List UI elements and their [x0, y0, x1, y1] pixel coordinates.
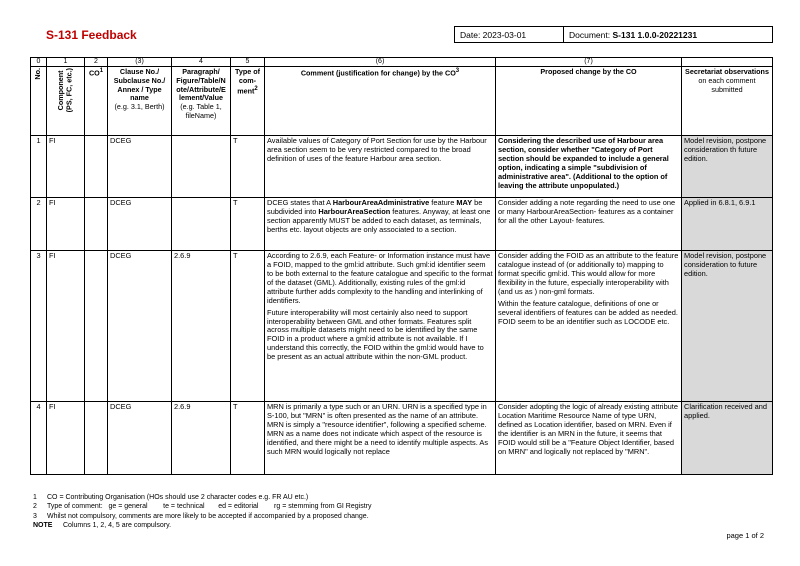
comment-part-bold: MAY	[456, 198, 473, 208]
row-co	[85, 402, 108, 475]
table-row	[31, 251, 773, 402]
row-type: T	[231, 198, 265, 251]
row-number: 3	[31, 251, 47, 402]
document-value: S-131 1.0.0-20221231	[612, 30, 698, 40]
row-co	[85, 198, 108, 251]
col-num: 0	[31, 58, 47, 67]
footnotes	[33, 493, 371, 530]
row-clause: DCEG	[108, 402, 172, 475]
col-num: 2	[85, 58, 108, 67]
header-component-text	[57, 68, 74, 112]
comment-part-bold: HarbourAreaAdministrative	[332, 198, 430, 208]
column-number-row	[31, 58, 773, 67]
row-clause: DCEG	[108, 251, 172, 402]
comment-paragraph: According to 2.6.9, each Feature- or Information instance must have a FOID, mapped to the gml:id attribute. Such gml:id identifier seem to be both external to the feature catalogue and specific to the format of the dataset (GML). Additionally, existing rules of the gml:id attribute further adds complexity to the handling and interlinking of identifiers.	[267, 251, 493, 305]
header-type	[231, 67, 265, 136]
row-clause: DCEG	[108, 136, 172, 198]
col-num: 4	[172, 58, 231, 67]
col-num	[682, 58, 773, 67]
document-label: Document:	[569, 30, 611, 40]
header-paragraph	[172, 67, 231, 136]
proposed-paragraph: Consider adding the FOID as an attribute to the feature catalogue instead of (or additionally to) mapping to format specific gml:id. This would allow for more flexibility in the future, especially interoperability with (and us as ) non-gml formats.	[498, 251, 679, 296]
row-observation: Applied in 6.8.1, 6.9.1	[682, 198, 773, 251]
footnote-number: 2	[33, 503, 37, 511]
comment-part: DCEG states that A	[267, 198, 333, 208]
footnote	[33, 521, 371, 530]
footnote-number: 3	[33, 512, 37, 520]
row-comment	[265, 198, 496, 251]
document-box	[563, 26, 773, 43]
date-box	[454, 26, 564, 43]
footnote-text: CO = Contributing Organisation (HOs should use 2 character codes e.g. FR AU etc.)	[47, 494, 309, 501]
row-observation: Clarification received and applied.	[682, 402, 773, 475]
row-component: FI	[47, 198, 85, 251]
col-num: (7)	[496, 58, 682, 67]
paragraph-example: (e.g. Table 1, fileName)	[180, 101, 222, 120]
row-component: FI	[47, 136, 85, 198]
row-paragraph	[172, 198, 231, 251]
component-label: Component	[55, 70, 65, 111]
row-co	[85, 136, 108, 198]
co-label: CO	[88, 68, 100, 78]
header-secretariat	[682, 67, 773, 136]
co-sup: 1	[99, 68, 104, 75]
col-num: 5	[231, 58, 265, 67]
clause-example: (e.g. 3.1, Berth)	[114, 101, 165, 111]
row-proposed	[496, 251, 682, 402]
row-number: 2	[31, 198, 47, 251]
col-num: (3)	[108, 58, 172, 67]
footnote	[33, 493, 371, 502]
row-proposed: Consider adding a note regarding the need to use one or many HarbourAreaSection- features as a container for all the other Layout- features.	[496, 198, 682, 251]
comment-part: feature	[429, 198, 457, 208]
header-row	[31, 67, 773, 136]
row-proposed-text: Considering the described use of Harbour area section, consider whether "Category of Port section should be expanded to include a general option, indicating a simple "subdivision of administrative area". (Additional to the option of leaving the attribute unpopulated.)	[498, 136, 669, 190]
row-number: 4	[31, 402, 47, 475]
comment-paragraph: Future interoperability will most certainly also need to support interoperability between GML and other formats. Features split across multiple datasets might need to be identified by the same FOID in a product where a gml:id attribute is not available. If I understand this correctly, the FOID within the gml:id would have to be present as an actual attribute within the non-GML product.	[267, 307, 484, 362]
header-component	[47, 67, 85, 136]
header-proposed	[496, 67, 682, 136]
row-paragraph: 2.6.9	[172, 251, 231, 402]
row-co	[85, 251, 108, 402]
row-paragraph	[172, 136, 231, 198]
comment-part-bold: HarbourAreaSection	[318, 207, 391, 217]
row-observation: Model revision, postpone consideration th future edition.	[682, 136, 773, 198]
row-clause: DCEG	[108, 198, 172, 251]
header-co	[85, 67, 108, 136]
secretariat-label: Secretariat observations	[685, 67, 769, 77]
date-label: Date: 2023-03-01	[460, 30, 527, 40]
header-no-text: No.	[33, 68, 43, 80]
row-type: T	[231, 251, 265, 402]
row-paragraph: 2.6.9	[172, 402, 231, 475]
row-observation: Model revision, postpone consideration to future edition.	[682, 251, 773, 402]
comment-part: be subdivided into	[267, 198, 483, 217]
clause-label: Clause No./ Subclause No./ Annex / Type name	[113, 67, 166, 103]
type-sup: 2	[254, 85, 258, 92]
component-sub-label: (PS, FC, etc.)	[64, 68, 74, 113]
row-component: FI	[47, 402, 85, 475]
row-component: FI	[47, 251, 85, 402]
header-clause	[108, 67, 172, 136]
footnote	[33, 512, 371, 521]
header-comment	[265, 67, 496, 136]
secretariat-sub: on each comment submitted	[698, 76, 756, 94]
table-row	[31, 402, 773, 475]
page-title: S-131 Feedback	[46, 28, 137, 42]
header-no	[31, 67, 47, 136]
paragraph-label: Paragraph/ Figure/Table/N ote/Attribute/E lement/Value	[176, 67, 226, 103]
row-number: 1	[31, 136, 47, 198]
footnote-text: Whilst not compulsory, comments are more likely to be accepted if accompanied by a proposed change.	[47, 512, 369, 520]
row-proposed: Consider adopting the logic of already existing attribute Location Maritime Resource Name of type URN, defined as Location identifier, based on MRN. Even if the identifier is an MRN in the future, it seems that FOID would still be a "Feature Object Identifier, based on MRN" and logically not replaced by "MRN".	[496, 402, 682, 475]
type-label: Type of com- ment	[234, 67, 261, 96]
col-num: (6)	[265, 58, 496, 67]
comment-sup: 3	[455, 68, 460, 75]
comment-label: Comment (justification for change) by the CO	[300, 68, 456, 78]
footnote	[33, 502, 371, 511]
comment-part: features. Anyway, at least one section apparently MUST be added to each dataset, as terminals, berths etc. layout objects are only associated to a section.	[267, 207, 491, 235]
feedback-table	[30, 57, 773, 475]
row-proposed	[496, 136, 682, 198]
col-num: 1	[47, 58, 85, 67]
row-comment	[265, 251, 496, 402]
proposed-label: Proposed change by the CO	[540, 67, 637, 77]
footnote-text: Type of comment: ge = general te = technical ed = editorial rg = stemming from GI Registry	[47, 503, 372, 511]
footnote-text: Columns 1, 2, 4, 5 are compulsory.	[63, 521, 172, 529]
footnote-number: 1	[33, 494, 37, 501]
row-type: T	[231, 402, 265, 475]
proposed-paragraph: Within the feature catalogue, definitions of one or several identifiers of features can be added as needed. FOID seem to be an identifier such as LOCODE etc.	[498, 298, 678, 326]
table-row	[31, 198, 773, 251]
table-row	[31, 136, 773, 198]
footnote-number: NOTE	[33, 521, 53, 529]
row-type: T	[231, 136, 265, 198]
page-number: page 1 of 2	[726, 531, 764, 540]
row-comment: Available values of Category of Port Section for use by the Harbour area section seem to be very restricted compared to the broad definition of uses of the feature Harbour area section.	[265, 136, 496, 198]
row-comment: MRN is primarily a type such or an URN. URN is a specified type in S-100, but "MRN" is often presented as the name of an attribute. MRN is simply a "resource identifier", following a specified scheme. MRN as a name does not indicate which aspect of the resource is identified, and there might be a need to identify multiple aspects. As such MRN would logically not replace	[265, 402, 496, 475]
